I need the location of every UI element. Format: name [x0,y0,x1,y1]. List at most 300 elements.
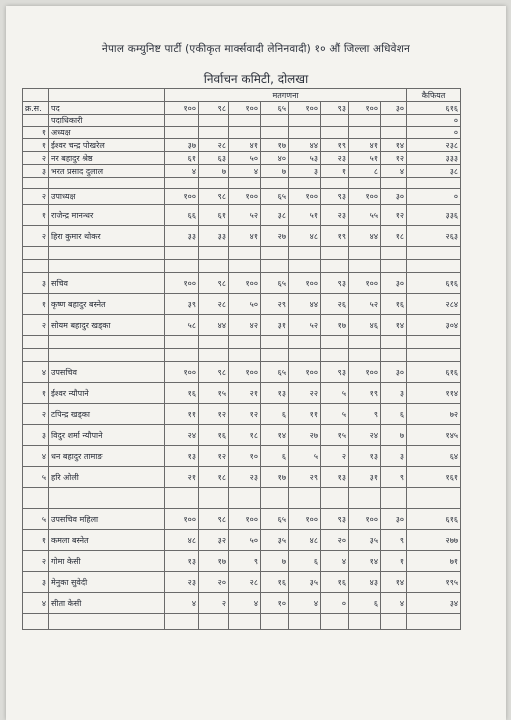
candidate-row [23,139,461,152]
candidate-name: कमला बस्नेत [49,530,165,551]
candidate-name: विदुर शर्मा न्यौपाने [49,425,165,446]
vote-cell: २४ [349,425,381,446]
section-title: सचिव [49,273,165,294]
vote-cell: २३ [229,467,261,488]
candidate-number: २ [23,152,49,165]
vote-cell: २७७ [407,530,461,551]
candidate-name: हरि ओली [49,467,165,488]
vote-cell: २३ [321,152,349,165]
vote-cell: ५० [229,152,261,165]
empty-cell [165,178,199,189]
candidate-name: टपिन्द्र खड्का [49,404,165,425]
vote-cell: १२ [381,152,407,165]
section-total: ९३ [321,189,349,205]
candidate-name: सोयम बहादुर खड्का [49,315,165,336]
vote-cell: ३५ [289,572,321,593]
section-total: १०० [349,189,381,205]
vote-cell: ५३ [289,152,321,165]
candidate-number: १ [23,205,49,226]
vote-cell: ४ [381,165,407,178]
vote-cell: ४ [165,593,199,614]
empty-cell [381,614,407,630]
vote-cell: ४२ [229,315,261,336]
section-total: ६५ [261,509,289,530]
empty-cell [349,260,381,273]
candidate-name: ईश्वर न्यौपाने [49,383,165,404]
candidate-name: नर बहादुर श्रेष्ठ [49,152,165,165]
vote-cell: १६ [381,294,407,315]
section-total: १०० [229,362,261,383]
section-total: १०० [289,189,321,205]
header-booth-total: १०० [349,102,381,115]
section-total: ० [407,189,461,205]
vote-cell: ९ [349,404,381,425]
empty-cell [165,488,199,509]
vote-cell: ६ [261,446,289,467]
vote-cell: ५२ [289,315,321,336]
vote-cell: १३ [261,383,289,404]
empty-cell [165,336,199,349]
vote-cell: २१ [165,467,199,488]
empty-cell [199,260,229,273]
empty-cell [199,336,229,349]
vote-cell: ९ [229,551,261,572]
empty-cell [381,349,407,362]
vote-cell: १६ [321,572,349,593]
candidate-row [23,315,461,336]
vote-cell: १४ [381,139,407,152]
vote-cell: २८ [229,572,261,593]
candidate-row [23,467,461,488]
candidate-name: राजेन्द्र मानन्धर [49,205,165,226]
section-number [23,115,49,127]
vote-cell: १९ [321,226,349,247]
section-number: ३ [23,273,49,294]
vote-cell: १५ [199,383,229,404]
section-total: १०० [165,189,199,205]
vote-cell: १४५ [407,425,461,446]
vote-cell: १२ [381,205,407,226]
section-title: पदाधिकारी [49,115,165,127]
vote-cell: २६ [321,294,349,315]
header-booth-total: १०० [289,102,321,115]
empty-cell [23,488,49,509]
vote-cell: १७ [261,139,289,152]
candidate-number: १ [23,294,49,315]
empty-cell [229,336,261,349]
empty-cell [23,336,49,349]
spacer-row [23,614,461,630]
document-sheet [6,6,506,720]
empty-cell [23,260,49,273]
empty-cell [289,247,321,260]
empty-cell [407,260,461,273]
spacer-row [23,336,461,349]
vote-cell: ४० [261,152,289,165]
vote-cell: ९ [381,530,407,551]
vote-cell: २८ [199,139,229,152]
section-total: ० [407,115,461,127]
section-total [199,115,229,127]
document-title: नेपाल कम्युनिष्ट पार्टी (एकीकृत मार्क्सवादी लेनिनवादी) १० औं जिल्ला अधिवेशन [101,43,411,55]
empty-cell [381,260,407,273]
section-total [321,127,349,139]
section-number: ५ [23,509,49,530]
vote-cell: ११४ [407,383,461,404]
vote-cell: २६३ [407,226,461,247]
vote-cell: ४ [321,551,349,572]
vote-cell: ० [321,593,349,614]
section-total: ९८ [199,362,229,383]
empty-cell [321,247,349,260]
vote-cell: १२ [199,446,229,467]
vote-cell: ३०४ [407,315,461,336]
vote-cell: २२ [289,383,321,404]
vote-cell: ५० [229,530,261,551]
vote-cell: २४ [165,425,199,446]
candidate-number: १ [23,530,49,551]
vote-cell: ३३६ [407,205,461,226]
candidate-name: भरत प्रसाद दुलाल [49,165,165,178]
vote-cell: ३८ [261,205,289,226]
section-title: उपाध्यक्ष [49,189,165,205]
section-total: ६५ [261,362,289,383]
section-total: ६१६ [407,509,461,530]
section-total: ६५ [261,189,289,205]
vote-cell: ११ [165,404,199,425]
section-total: ९३ [321,362,349,383]
candidate-row [23,404,461,425]
table-header-row-2 [23,102,461,115]
candidate-name: हिरा कुमार थोकर [49,226,165,247]
candidate-number: ३ [23,425,49,446]
vote-cell: १२ [199,404,229,425]
empty-cell [321,349,349,362]
vote-cell: १ [321,165,349,178]
section-total: १०० [229,509,261,530]
section-row [23,127,461,139]
vote-cell: १३ [321,467,349,488]
vote-cell: २ [321,446,349,467]
vote-cell: ७ [381,425,407,446]
empty-cell [407,488,461,509]
vote-cell: ५० [229,294,261,315]
empty-cell [261,178,289,189]
section-total: १०० [165,362,199,383]
candidate-row [23,530,461,551]
candidate-number: २ [23,404,49,425]
header-count: मतगणना [165,89,407,102]
section-row [23,273,461,294]
vote-cell: २७ [289,425,321,446]
empty-cell [381,178,407,189]
header-booth-total: ९३ [321,102,349,115]
header-booth-total: ९८ [199,102,229,115]
vote-cell: १६ [261,572,289,593]
section-total: ० [407,127,461,139]
empty-cell [49,260,165,273]
vote-count-table [22,88,461,630]
vote-cell: ४८ [165,530,199,551]
section-total: ९८ [199,189,229,205]
section-row [23,115,461,127]
section-total: ६१६ [407,273,461,294]
section-total: ९८ [199,509,229,530]
section-title: अध्यक्ष [49,127,165,139]
vote-cell: ३४ [407,593,461,614]
section-total: ९३ [321,509,349,530]
empty-cell [229,614,261,630]
header-booth-total: ३० [381,102,407,115]
vote-cell: ४ [229,593,261,614]
vote-cell: २ [199,593,229,614]
vote-cell: २८ [199,294,229,315]
candidate-number: ३ [23,165,49,178]
vote-cell: २० [199,572,229,593]
vote-cell: १६ [165,383,199,404]
vote-cell: १८ [381,226,407,247]
vote-cell: ३५ [261,530,289,551]
empty-cell [49,178,165,189]
empty-cell [199,247,229,260]
vote-cell: १८ [199,467,229,488]
vote-cell: ५ [321,404,349,425]
vote-cell: ४३ [349,572,381,593]
header-sn: क्र.स. [23,102,49,115]
vote-cell: १७ [261,467,289,488]
vote-cell: २३ [321,205,349,226]
candidate-row [23,551,461,572]
vote-cell: ३१ [349,467,381,488]
empty-cell [321,260,349,273]
vote-cell: ४६ [349,315,381,336]
vote-cell: ५२ [349,294,381,315]
section-total: ३० [381,362,407,383]
section-total [349,127,381,139]
empty-cell [407,349,461,362]
vote-cell: ३१ [261,315,289,336]
table-header-row-1 [23,89,461,102]
empty-cell [229,260,261,273]
vote-cell: ४४ [349,226,381,247]
vote-cell: ४८ [289,226,321,247]
empty-cell [289,488,321,509]
section-total: ३० [381,189,407,205]
vote-cell: ३३ [199,226,229,247]
empty-cell [49,336,165,349]
vote-cell: १३ [349,446,381,467]
vote-cell: २९ [289,467,321,488]
vote-cell: ८ [349,165,381,178]
section-row [23,509,461,530]
vote-cell: १२ [229,404,261,425]
empty-cell [349,247,381,260]
vote-cell: ३ [381,446,407,467]
empty-cell [23,349,49,362]
empty-cell [289,336,321,349]
section-number: ४ [23,362,49,383]
vote-cell: ६१ [165,152,199,165]
vote-cell: ४ [165,165,199,178]
section-number: १ [23,127,49,139]
vote-cell: ६ [261,404,289,425]
candidate-row [23,572,461,593]
section-total: १०० [165,273,199,294]
section-total: ३० [381,509,407,530]
header-booth-total: ६५ [261,102,289,115]
section-total: १०० [165,509,199,530]
vote-cell: ६३ [199,152,229,165]
vote-cell: २८४ [407,294,461,315]
vote-cell: ५१ [289,205,321,226]
empty-cell [199,488,229,509]
empty-cell [199,349,229,362]
empty-cell [261,336,289,349]
vote-cell: ६ [289,551,321,572]
candidate-name: सीता केसी [49,593,165,614]
vote-cell: ३ [289,165,321,178]
spacer-row [23,260,461,273]
vote-cell: १० [261,593,289,614]
empty-cell [261,614,289,630]
header-booth-total: १०० [165,102,199,115]
empty-cell [349,178,381,189]
candidate-row [23,383,461,404]
header-booth-total: १०० [229,102,261,115]
empty-cell [229,247,261,260]
candidate-number: ४ [23,593,49,614]
empty-cell [229,349,261,362]
section-total [229,115,261,127]
candidate-row [23,294,461,315]
vote-cell: १४ [261,425,289,446]
vote-cell: ६६ [165,205,199,226]
section-total [199,127,229,139]
spacer-row [23,178,461,189]
candidate-number: ५ [23,467,49,488]
vote-cell: १३ [165,446,199,467]
vote-cell: ५ [321,383,349,404]
section-title: उपसचिव [49,362,165,383]
section-row [23,189,461,205]
spacer-row [23,247,461,260]
vote-cell: ५२ [229,205,261,226]
vote-cell: ६४ [407,446,461,467]
header-result: कैफियत [407,89,461,102]
section-total [381,127,407,139]
vote-cell: १४ [381,315,407,336]
header-grand-total: ६१६ [407,102,461,115]
empty-cell [49,247,165,260]
empty-cell [23,247,49,260]
vote-cell: ४१ [229,226,261,247]
vote-cell: १७ [199,551,229,572]
empty-cell [349,488,381,509]
section-total [165,127,199,139]
empty-cell [165,260,199,273]
empty-cell [23,178,49,189]
vote-cell: ३९ [165,294,199,315]
empty-cell [321,178,349,189]
spacer-row [23,349,461,362]
vote-cell: ३७ [165,139,199,152]
vote-cell: ४८ [289,530,321,551]
candidate-row [23,425,461,446]
empty-cell [49,349,165,362]
section-total: १०० [229,189,261,205]
section-total: १०० [289,362,321,383]
empty-cell [49,488,165,509]
empty-cell [349,336,381,349]
section-total: ९८ [199,273,229,294]
empty-cell [23,614,49,630]
vote-cell: ३८ [407,165,461,178]
vote-cell: १४ [349,551,381,572]
section-number: २ [23,189,49,205]
candidate-number: २ [23,551,49,572]
vote-cell: ४ [381,593,407,614]
empty-cell [289,614,321,630]
section-total [165,115,199,127]
vote-cell: ४ [289,593,321,614]
empty-cell [407,336,461,349]
empty-cell [321,336,349,349]
vote-cell: ९ [381,467,407,488]
vote-cell: ४१ [349,139,381,152]
vote-cell: १३ [165,551,199,572]
empty-cell [229,488,261,509]
document-subtitle: निर्वाचन कमिटी, दोलखा [203,72,309,86]
vote-cell: १६ [199,425,229,446]
section-total [229,127,261,139]
empty-cell [321,488,349,509]
section-total: १०० [229,273,261,294]
section-row [23,362,461,383]
vote-cell: ५ [289,446,321,467]
vote-cell: ४४ [199,315,229,336]
vote-cell: १६१ [407,467,461,488]
empty-cell [381,336,407,349]
vote-cell: १९ [321,139,349,152]
candidate-number: २ [23,315,49,336]
candidate-name: ईश्वर चन्द्र पोखरेल [49,139,165,152]
section-total [349,115,381,127]
empty-cell [261,488,289,509]
vote-cell: ५५ [349,205,381,226]
vote-cell: ३३३ [407,152,461,165]
empty-cell [289,349,321,362]
vote-cell: १५ [321,425,349,446]
section-total: ६५ [261,273,289,294]
empty-cell [381,488,407,509]
candidate-row [23,226,461,247]
vote-cell: १० [229,446,261,467]
vote-cell: ७ [199,165,229,178]
empty-cell [199,178,229,189]
candidate-number: २ [23,226,49,247]
vote-cell: २३ [165,572,199,593]
empty-cell [407,614,461,630]
vote-cell: ३५ [349,530,381,551]
candidate-number: १ [23,383,49,404]
empty-cell [165,349,199,362]
vote-cell: १९ [349,383,381,404]
vote-cell: ३३ [165,226,199,247]
spacer-row [23,488,461,509]
vote-cell: १४ [381,572,407,593]
empty-cell [261,349,289,362]
empty-cell [261,260,289,273]
